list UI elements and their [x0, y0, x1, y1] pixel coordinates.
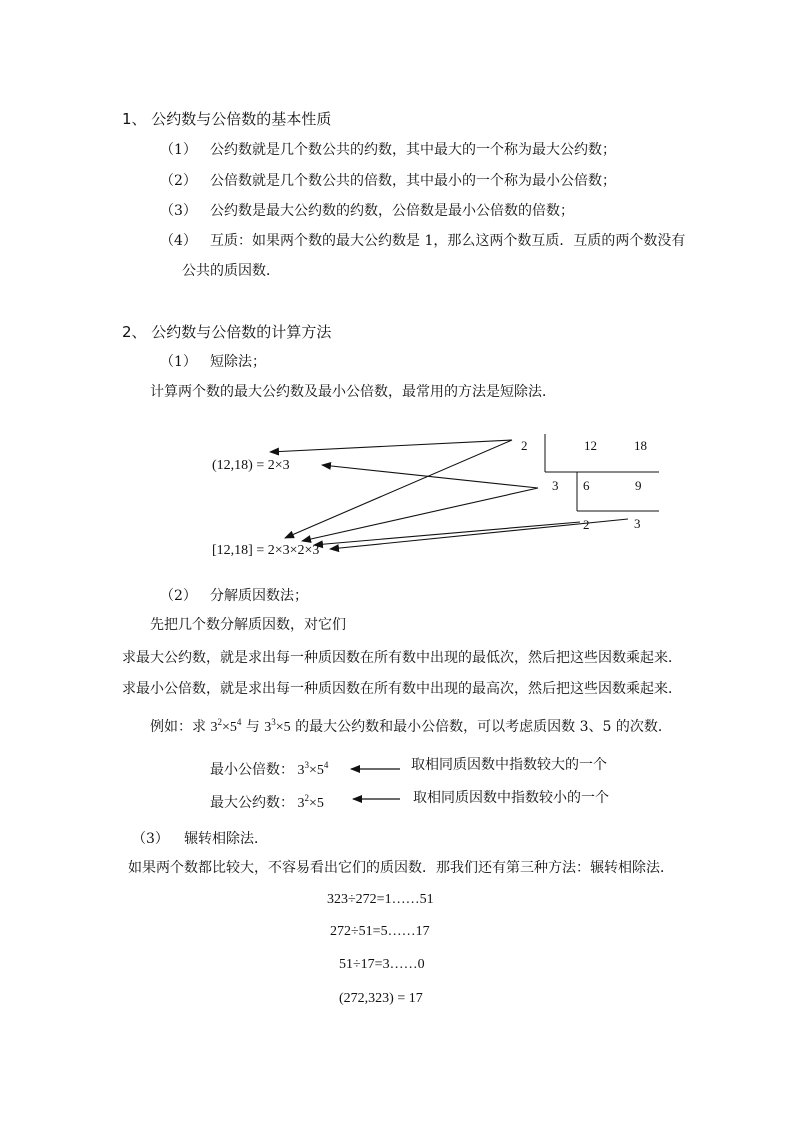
m1-description: 计算两个数的最大公约数及最小公倍数，最常用的方法是短除法．	[150, 384, 556, 400]
m2-line-3: 求最小公倍数，就是求出每一种质因数在所有数中出现的最高次，然后把这些因数乘起来．	[122, 681, 682, 697]
m2-title: 分解质因数法；	[210, 588, 308, 604]
m2-num: （2）	[160, 588, 197, 604]
s1-item4-text: 互质：如果两个数的最大公约数是 1，那么这两个数互质．互质的两个数没有	[210, 233, 686, 249]
section2-heading: 2、 公约数与公倍数的计算方法	[122, 323, 332, 341]
s1-item3-num: （3）	[160, 203, 197, 219]
m2-line-1: 先把几个数分解质因数，对它们	[150, 617, 346, 633]
dividend-b1: 18	[634, 438, 647, 453]
s1-item4-num: （4）	[160, 233, 197, 249]
example-suffix: 的最大公约数和最小公倍数，可以考虑质因数 3、5 的次数．	[290, 719, 672, 735]
dividend-b2: 9	[635, 478, 642, 493]
lcm-equation: [12,18] = 2×3×2×3	[212, 543, 320, 558]
euclid-result: (272,323) = 17	[339, 991, 423, 1006]
m1-title: 短除法；	[210, 354, 266, 370]
example-mid: 与	[241, 719, 265, 735]
dividend-a1: 12	[584, 438, 597, 453]
lcm-expr: $3^3\times 5^4$	[294, 760, 329, 778]
s1-item3-text: 公约数是最大公约数的约数，公倍数是最小公倍数的倍数；	[210, 203, 574, 219]
m1-num: （1）	[160, 354, 197, 370]
gcd-label: 最大公约数：	[210, 795, 294, 811]
example-prefix: 例如：求	[150, 719, 211, 735]
section1-heading: 1、 公约数与公倍数的基本性质	[122, 110, 332, 128]
lcm-label: 最小公倍数：	[210, 762, 294, 778]
m3-num: （3）	[132, 831, 169, 847]
s1-item2-text: 公倍数就是几个数公共的倍数，其中最小的一个称为最小公倍数；	[210, 173, 616, 189]
s1-item2-num: （2）	[160, 173, 197, 189]
gcd-expr: $3^2\times 5$	[294, 793, 324, 811]
quotient-2: 3	[634, 516, 641, 531]
gcd-equation: (12,18) = 2×3	[212, 458, 290, 473]
example-expr-1: $3^2\times 5^4$	[210, 717, 242, 735]
divisor-2: 3	[552, 478, 559, 493]
lcm-note: 取相同质因数中指数较大的一个	[411, 757, 607, 773]
step-2: 272÷51=5……17	[330, 924, 430, 939]
example-expr-2: $3^3\times 5$	[264, 717, 291, 735]
dividend-a2: 6	[583, 478, 590, 493]
divisor-1: 2	[521, 438, 528, 453]
s1-item1-text: 公约数就是几个数公共的约数，其中最大的一个称为最大公约数；	[210, 142, 616, 158]
s1-item1-num: （1）	[160, 142, 197, 158]
step-3: 51÷17=3……0	[339, 957, 425, 972]
m3-title: 辗转相除法．	[184, 831, 268, 847]
m2-line-2: 求最大公约数，就是求出每一种质因数在所有数中出现的最低次，然后把这些因数乘起来．	[122, 650, 682, 666]
quotient-1: 2	[583, 517, 590, 532]
s1-item4-continued: 公共的质因数．	[182, 263, 280, 279]
gcd-note: 取相同质因数中指数较小的一个	[413, 790, 609, 806]
step-1: 323÷272=1……51	[327, 892, 434, 907]
m3-description: 如果两个数都比较大，不容易看出它们的质因数．那我们还有第三种方法：辗转相除法．	[128, 860, 674, 876]
